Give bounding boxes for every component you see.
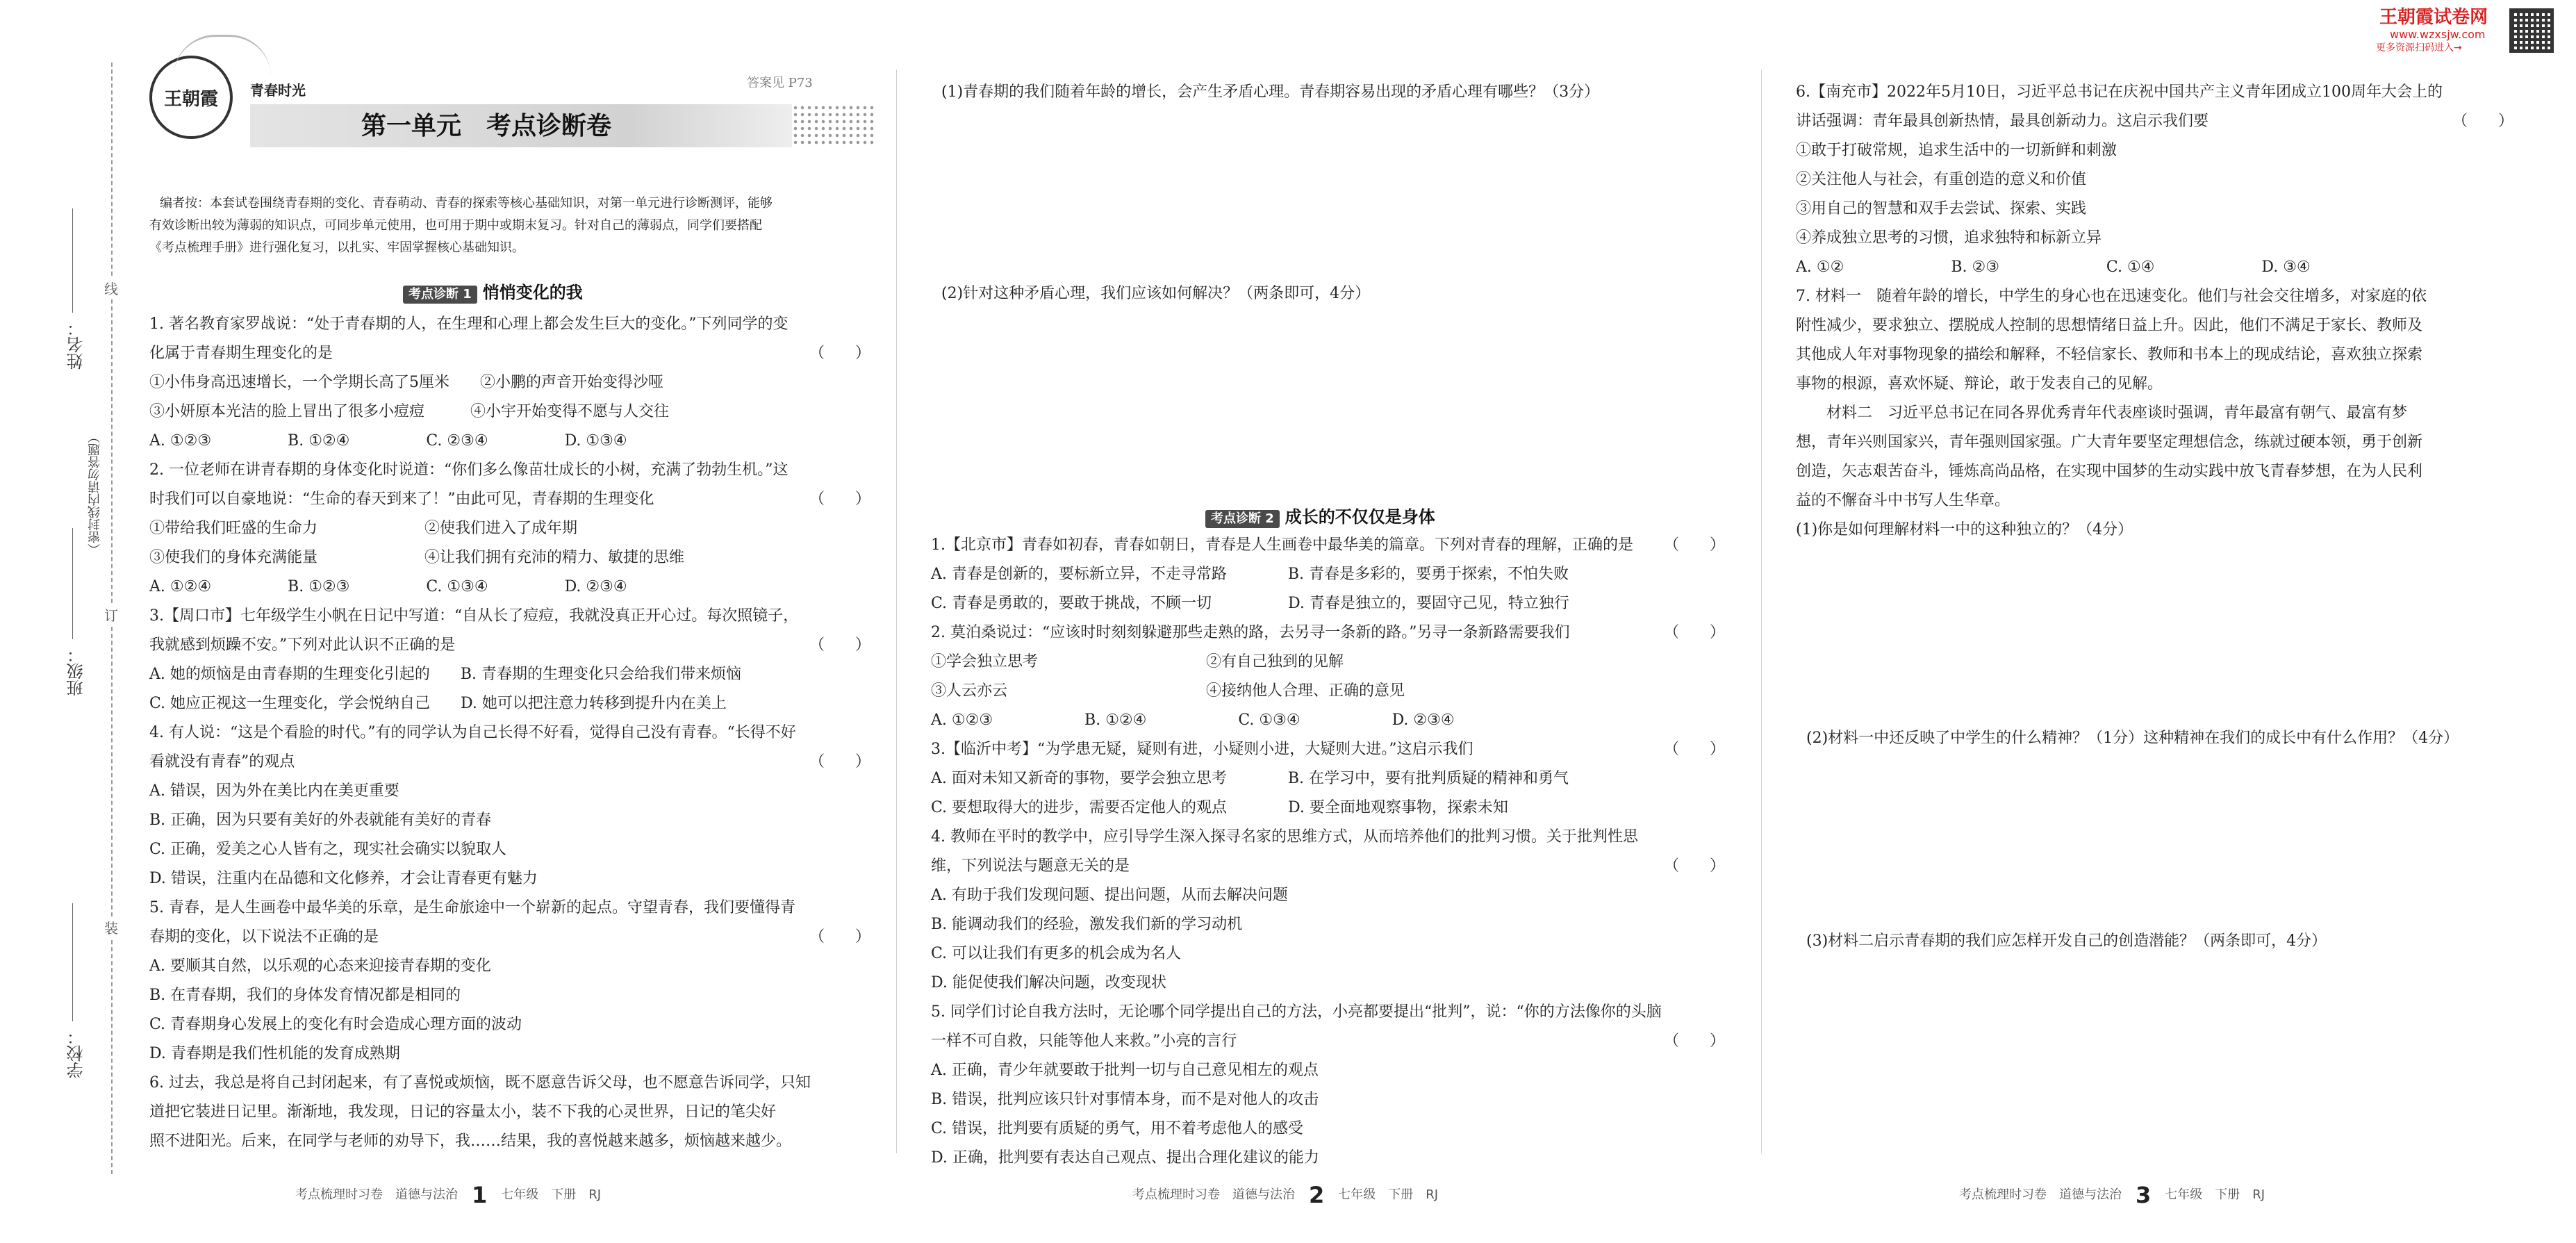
q-line: 4. 有人说：“这是个看脸的时代。”有的同学认为自己长得不好看，觉得自己没有青春。“长得不好 (149, 724, 796, 741)
q-line: 3.【临沂中考】“为学患无疑，疑则有进，小疑则小进，大疑则大进。”这启示我们 (931, 741, 1473, 758)
q-line: ①敢于打破常规，追求生活中的一切新鲜和刺激 (1796, 142, 2117, 159)
q-line: 春期的变化，以下说法不正确的是 (149, 928, 379, 946)
answer-area[interactable] (1806, 757, 2536, 917)
seal-char-line: 线 (104, 278, 118, 298)
footer-grade: 七年级 下册 RJ (2165, 1187, 2265, 1202)
q-line: D. 错误，注重内在品德和文化修养，才会让青春更有魅力 (149, 870, 538, 887)
name-label: 姓名： (67, 320, 86, 370)
q-line: C. 她应正视这一生理变化，学会悦纳自己 D. 她可以把注意力转移到提升内在美上 (149, 695, 727, 712)
q-line: 2. 一位老师在讲青春期的身体变化时说道：“你们多么像苗壮成长的小树，充满了勃勃生机。”这 (149, 461, 789, 479)
q-line: 照不进阳光。后来，在同学与老师的劝导下，我……结果，我的喜悦越来越多，烦恼越来越少。 (149, 1133, 792, 1150)
answer-paren[interactable]: （ ） (1664, 741, 1726, 758)
q-line: 3.【周口市】七年级学生小帆在日记中写道：“自从长了痘痘，我就没真正开心过。每次照镜子， (149, 607, 799, 625)
class-label: 班级： (67, 646, 86, 696)
q-line: A. ①②③ B. ①②④ C. ②③④ D. ①③④ (149, 432, 627, 450)
q-line: ①小伟身高迅速增长，一个学期长高了5厘米 ②小鹏的声音开始变得沙哑 (149, 374, 663, 391)
q-line: A. 错误，因为外在美比内在美更重要 (149, 782, 399, 800)
brand-url[interactable]: www.wzxsjw.com (2390, 28, 2486, 41)
q-line: C. 可以让我们有更多的机会成为名人 (931, 945, 1182, 962)
q-line: D. 青春期是我们性机能的发育成熟期 (149, 1045, 400, 1062)
answer-paren[interactable]: （ ） (809, 928, 871, 946)
q-line: 附性减少，要求独立、摆脱成人控制的思想情绪日益上升。因此，他们不满足于家长、教师及 (1796, 317, 2423, 334)
answer-area[interactable] (1806, 549, 2536, 716)
q-line: 时我们可以自豪地说：“生命的春天到来了！”由此可见，青春期的生理变化 (149, 491, 654, 508)
answer-paren[interactable]: （ ） (809, 491, 871, 508)
footer-series: 考点梳理时习卷 道德与法治 (295, 1187, 458, 1202)
school-label: 学校： (67, 1028, 86, 1078)
q-line: ④养成独立思考的习惯，追求独特和标新立异 (1796, 229, 2102, 247)
q-line: A. 要顺其自然，以乐观的心态来迎接青春期的变化 (149, 957, 491, 975)
intro-line: 编者按：本套试卷围绕青春期的变化、青春萌动、青春的探索等核心基础知识，对第一单元进行诊断测评，能够 (160, 196, 773, 211)
q-line: A. 正确，青少年就要敢于批判一切与自己意见相左的观点 (931, 1062, 1319, 1079)
banner-small: 青春时光 (250, 82, 306, 99)
section-2-tag: 考点诊断 2 (1205, 510, 1280, 528)
q-line: 创造，矢志艰苦奋斗，锤炼高尚品格，在实现中国梦的生动实践中放飞青春梦想，在为人民利 (1796, 463, 2423, 480)
footer-grade: 七年级 下册 RJ (501, 1187, 602, 1202)
page-number: 3 (2136, 1182, 2152, 1208)
q-line: 益的不懈奋斗中书写人生华章。 (1796, 492, 2011, 509)
q-line: A. 面对未知又新奇的事物，要学会独立思考 B. 在学习中，要有批判质疑的精神和勇气 (931, 770, 1569, 787)
footer-series: 考点梳理时习卷 道德与法治 (1132, 1187, 1295, 1202)
answer-area[interactable] (941, 313, 1740, 493)
name-blank[interactable] (72, 208, 73, 313)
q6-part2: (2)针对这种矛盾心理，我们应该如何解决？（两条即可，4分） (941, 285, 1371, 302)
answer-paren[interactable]: （ ） (1664, 857, 1726, 875)
q-line: ③用自己的智慧和双手去尝试、探索、实践 (1796, 200, 2087, 217)
q-line: 6. 过去，我总是将自己封闭起来，有了喜悦或烦恼，既不愿意告诉父母，也不愿意告诉同学，只知 (149, 1074, 811, 1092)
page-footer (1132, 1181, 1438, 1209)
q-line: 我就感到烦躁不安。”下列对此认识不正确的是 (149, 636, 456, 654)
q-line: B. 能调动我们的经验，激发我们新的学习动机 (931, 916, 1243, 933)
answer-paren[interactable]: （ ） (809, 753, 871, 771)
page-footer (1959, 1181, 2265, 1209)
q-line: 一样不可自救，只能等他人来救。”小亮的言行 (931, 1032, 1237, 1050)
seal-note: （密封线内请勿答题） (88, 431, 102, 556)
answer-paren[interactable]: （ ） (809, 345, 871, 362)
q-line: 4. 教师在平时的教学中，应引导学生深入探寻名家的思维方式，从而培养他们的批判习惯。关于批判性思 (931, 828, 1638, 846)
q-line: A. 青春是创新的，要标新立异，不走寻常路 B. 青春是多彩的，要勇于探索，不怕失败 (931, 566, 1569, 583)
q-line: ③小妍原本光洁的脸上冒出了很多小痘痘 ④小宇开始变得不愿与人交往 (149, 403, 670, 420)
q-line: 想，青年兴则国家兴，青年强则国家强。广大青年要坚定理想信念，练就过硬本领，勇于创新 (1796, 434, 2423, 451)
title-dots (792, 104, 875, 147)
q-line: 化属于青春期生理变化的是 (149, 345, 333, 362)
page-footer (295, 1181, 601, 1209)
answer-paren[interactable]: （ ） (1664, 536, 1726, 554)
q-line: A. ①②④ B. ①②③ C. ①③④ D. ②③④ (149, 578, 627, 595)
q-line: 1. 著名教育家罗战说：“处于青春期的人，在生理和心理上都会发生巨大的变化。”下列同学的变 (149, 315, 789, 333)
intro-line: 有效诊断出较为薄弱的知识点，可同步单元使用，也可用于期中或期末复习。针对自己的薄弱点，同学们要搭配 (149, 218, 762, 233)
answer-paren[interactable]: （ ） (1664, 624, 1726, 641)
answer-paren[interactable]: （ ） (2452, 113, 2514, 130)
column-divider (1761, 69, 1762, 1153)
section-1-heading (403, 281, 583, 304)
q-line: A. ①② B. ②③ C. ①④ D. ③④ (1796, 258, 2311, 276)
q-line: 其他成人年对事物现象的描绘和解释，不轻信家长、教师和书本上的现成结论，喜欢独立探索 (1796, 346, 2423, 363)
q-line: ②关注他人与社会，有重创造的意义和价值 (1796, 171, 2087, 188)
section-2-title: 成长的不仅仅是身体 (1285, 507, 1435, 527)
q-line: B. 在青春期，我们的身体发育情况都是相同的 (149, 987, 461, 1004)
q-line: 1.【北京市】青春如初春，青春如朝日，青春是人生画卷中最华美的篇章。下列对青春的理解，正确的是 (931, 536, 1633, 554)
q-line: B. 错误，批判应该只针对事情本身，而不是对他人的攻击 (931, 1091, 1319, 1108)
answer-ref: 答案见 P73 (747, 76, 813, 90)
answer-area[interactable] (1806, 959, 2536, 1153)
q-line: D. 正确，批判要有表达自己观点、提出合理化建议的能力 (931, 1149, 1319, 1167)
q-line: C. 要想取得大的进步，需要否定他人的观点 D. 要全面地观察事物，探索未知 (931, 799, 1508, 816)
answer-paren[interactable]: （ ） (809, 636, 871, 654)
intro-line: 《考点梳理手册》进行强化复习，以扎实、牢固掌握核心基础知识。 (149, 240, 525, 255)
q-line: 材料二 习近平总书记在同各界优秀青年代表座谈时强调，青年最富有朝气、最富有梦 (1796, 404, 2408, 422)
q-line: 维，下列说法与题意无关的是 (931, 857, 1130, 875)
q-line: 6.【南充市】2022年5月10日，习近平总书记在庆祝中国共产主义青年团成立100周年大会上的 (1796, 83, 2443, 101)
q-line: ③人云亦云 ④接纳他人合理、正确的意见 (931, 682, 1405, 700)
brand-slogan: 更多资源扫码进入→ (2376, 42, 2462, 53)
q-line: ③使我们的身体充满能量 ④让我们拥有充沛的精力、敏捷的思维 (149, 549, 685, 566)
footer-grade: 七年级 下册 RJ (1338, 1187, 1439, 1202)
logo-text: 王朝霞 (163, 88, 218, 110)
q-line: C. 青春期身心发展上的变化有时会造成心理方面的波动 (149, 1016, 522, 1033)
q-line: D. 能促使我们解决问题，改变现状 (931, 974, 1166, 991)
q-line: C. 青春是勇敢的，要敢于挑战，不顾一切 D. 青春是独立的，要固守己见，特立独行 (931, 595, 1569, 612)
q-line: A. 有助于我们发现问题、提出问题，从而去解决问题 (931, 887, 1288, 904)
brand-name: 王朝霞试卷网 (2379, 7, 2488, 28)
section-1-title: 悄悄变化的我 (482, 283, 583, 302)
qr-code-icon[interactable] (2509, 8, 2554, 53)
seal-char-zhuang: 装 (104, 917, 118, 937)
q-line: (1)你是如何理解材料一中的这种独立的？（4分） (1796, 521, 2133, 538)
q-line: 2. 莫泊桑说过：“应该时时刻刻躲避那些走熟的路，去另寻一条新的路。”另寻一条新路需要我们 (931, 624, 1570, 641)
page-number: 2 (1309, 1182, 1325, 1208)
q-line: 看就没有青春”的观点 (149, 753, 295, 771)
school-blank[interactable] (72, 903, 73, 1021)
page-number: 1 (472, 1182, 488, 1208)
column-divider (896, 69, 897, 1153)
class-blank[interactable] (72, 528, 73, 639)
q-line: 事物的根源，喜欢怀疑、辩论，敢于发表自己的见解。 (1796, 375, 2163, 393)
q-line: A. 她的烦恼是由青春期的生理变化引起的 B. 青春期的生理变化只会给我们带来烦恼 (149, 666, 742, 683)
q-line: A. ①②③ B. ①②④ C. ①③④ D. ②③④ (931, 711, 1455, 729)
q-line: 5. 同学们讨论自我方法时，无论哪个同学提出自己的方法，小亮都要提出“批判”，说：“你的方法像你的头脑 (931, 1003, 1662, 1021)
unit-title: 第一单元 考点诊断卷 (361, 112, 612, 140)
q-line: 7. 材料一 随着年龄的增长，中学生的身心也在迅速变化。他们与社会交往增多，对家庭的依 (1796, 288, 2427, 305)
footer-series: 考点梳理时习卷 道德与法治 (1959, 1187, 2122, 1202)
q7-part2: (2)材料一中还反映了中学生的什么精神？（1分）这种精神在我们的成长中有什么作用？（4分） (1806, 730, 2459, 747)
q-line: ①学会独立思考 ②有自己独到的见解 (931, 653, 1344, 670)
binding-strip (0, 0, 125, 1243)
q-line: C. 正确，爱美之心人皆有之，现实社会确实以貌取人 (149, 841, 507, 858)
answer-paren[interactable]: （ ） (1664, 1032, 1726, 1050)
answer-area[interactable] (941, 111, 1740, 271)
q-line: C. 错误，批判要有质疑的勇气，用不着考虑他人的感受 (931, 1120, 1304, 1137)
q-line: ①带给我们旺盛的生命力 ②使我们进入了成年期 (149, 520, 578, 537)
q-line: 道把它装进日记里。渐渐地，我发现，日记的容量太小，装不下我的心灵世界，日记的笔尖好 (149, 1103, 777, 1121)
decor-swirl (174, 35, 271, 76)
q7-part3: (3)材料二启示青春期的我们应怎样开发自己的创造潜能？（两条即可，4分） (1806, 932, 2327, 950)
q-line: B. 正确，因为只要有美好的外表就能有美好的青春 (149, 812, 492, 829)
seal-char-ding: 订 (104, 604, 118, 625)
q-line: 讲话强调：青年最具创新热情，最具创新动力。这启示我们要 (1796, 113, 2209, 130)
q6-part1: (1)青春期的我们随着年龄的增长，会产生矛盾心理。青春期容易出现的矛盾心理有哪些？（3分） (941, 83, 1600, 101)
section-2-heading (1205, 506, 1435, 528)
section-1-tag: 考点诊断 1 (403, 286, 477, 304)
q-line: 5. 青春，是人生画卷中最华美的乐章，是生命旅途中一个崭新的起点。守望青春，我们要懂得青 (149, 899, 795, 916)
